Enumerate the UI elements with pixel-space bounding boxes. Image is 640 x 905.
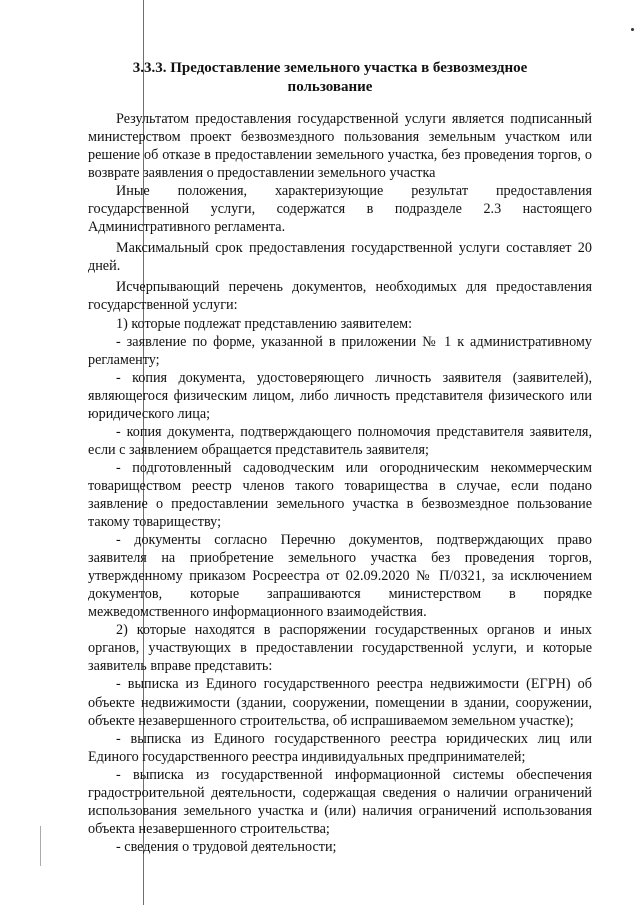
section-title-line-2: пользование (287, 79, 373, 95)
paragraph-max-term: Максимальный срок предоставления государственной услуги составляет 20 дней. (88, 240, 592, 275)
paragraph-result: Результатом предоставления государственной услуги является подписанный министерством проект безвозмездного пользования земельным участком или решение об отказе в предоставлении земельного участка, без проведения торгов, о возврате заявления о предоставлении земельного участка (88, 111, 592, 182)
list-item: - подготовленный садоводческим или огородническим некоммерческим товариществом реестр членов такого товарищества в случае, если подано заявление о предоставлении земельного участка в безвозмездное пользование такому товариществу; (88, 459, 592, 531)
list-item: - копия документа, подтверждающего полномочия представителя заявителя, если с заявлением обращается представитель заявителя; (88, 423, 592, 458)
paragraph-other-provisions: Иные положения, характеризующие результат предоставления государственной услуги, содержатся в подразделе 2.3 настоящего Административного регламента. (88, 183, 592, 236)
section-title (90, 59, 570, 97)
section-title-line-1: 3.3.3. Предоставление земельного участка в безвозмездное (132, 60, 528, 76)
document-body (88, 110, 592, 856)
list-heading-agencies: 2) которые находятся в распоряжении государственных органов и иных органов, участвующих в предоставлении государственной услуги, и которые заявитель вправе представить: (88, 622, 592, 675)
list-item: - сведения о трудовой деятельности; (116, 838, 337, 855)
list-item: - копия документа, удостоверяющего личность заявителя (заявителей), являющегося физическим лицом, либо личность представителя физического или юридического лица; (88, 369, 592, 422)
list-item: - заявление по форме, указанной в приложении № 1 к административному регламенту; (88, 333, 592, 368)
list-item: - выписка из Единого государственного реестра недвижимости (ЕГРН) об объекте недвижимости (здании, сооружении, помещении в здании, сооружении, объекте незавершенного строительства, об испрашиваемом земельном участке); (88, 676, 592, 729)
list-heading-applicant: 1) которые подлежат представлению заявителем: (116, 315, 413, 332)
scan-dot-mark (631, 28, 634, 31)
scan-margin-mark (40, 826, 41, 866)
list-item: - выписка из Единого государственного реестра юридических лиц или Единого государственного реестра индивидуальных предпринимателей; (88, 730, 592, 765)
list-item: - документы согласно Перечню документов, подтверждающих право заявителя на приобретение земельного участка без проведения торгов, утвержденному приказом Росреестра от 02.09.2020 № П/0321, за исключением документов, которые запрашиваются министерством в порядке межведомственного информационного взаимодействия. (88, 532, 592, 621)
list-item: - выписка из государственной информационной системы обеспечения градостроительной деятельности, содержащая сведения о наличии ограничений использования земельного участка и (или) наличия ограничений использования объекта незавершенного строительства; (88, 766, 592, 837)
paragraph-documents-list: Исчерпывающий перечень документов, необходимых для предоставления государственной услуги: (88, 279, 592, 314)
